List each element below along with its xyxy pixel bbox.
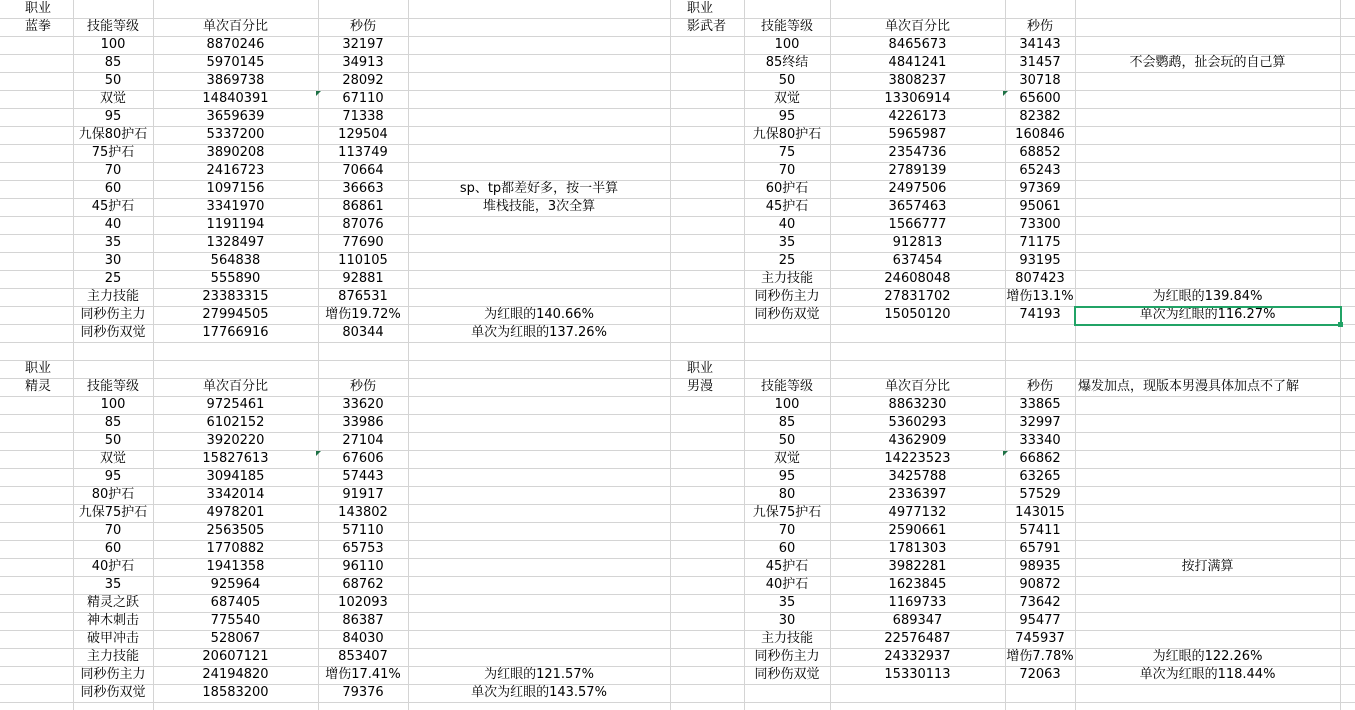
skill-level-cell[interactable]: 30 bbox=[104, 253, 122, 268]
single-pct-cell[interactable]: 1097156 bbox=[206, 181, 265, 196]
single-pct-cell[interactable]: 14840391 bbox=[202, 91, 269, 106]
skill-level-cell[interactable]: 45护石 bbox=[765, 559, 809, 574]
single-pct-cell[interactable]: 4362909 bbox=[888, 433, 947, 448]
skill-level-cell[interactable]: 80护石 bbox=[91, 487, 135, 502]
skill-level-cell[interactable]: 主力技能 bbox=[86, 289, 139, 304]
skill-level-cell[interactable]: 60 bbox=[104, 181, 122, 196]
skill-level-cell[interactable]: 40护石 bbox=[765, 577, 809, 592]
note-cell[interactable]: 为红眼的121.57% bbox=[484, 667, 594, 682]
single-pct-cell[interactable]: 687405 bbox=[210, 595, 261, 610]
dps-cell[interactable]: 86387 bbox=[342, 613, 384, 628]
single-pct-cell[interactable]: 3342014 bbox=[206, 487, 265, 502]
dps-cell[interactable]: 143015 bbox=[1015, 505, 1065, 520]
dps-cell[interactable]: 110105 bbox=[338, 253, 388, 268]
skill-level-cell[interactable]: 45护石 bbox=[91, 199, 135, 214]
skill-level-cell[interactable]: 双觉 bbox=[99, 91, 126, 106]
dps-cell[interactable]: 34143 bbox=[1019, 37, 1061, 52]
dps-cell[interactable]: 增伤7.78% bbox=[1006, 649, 1074, 664]
skill-level-cell[interactable]: 神木刺击 bbox=[86, 613, 139, 628]
dps-cell[interactable]: 57529 bbox=[1019, 487, 1061, 502]
skill-level-cell[interactable]: 同秒伤主力 bbox=[80, 667, 146, 682]
skill-level-cell[interactable]: 95 bbox=[104, 469, 122, 484]
single-pct-cell[interactable]: 27994505 bbox=[202, 307, 269, 322]
col-header-skill-level[interactable]: 技能等级 bbox=[760, 379, 813, 394]
single-pct-cell[interactable]: 1623845 bbox=[888, 577, 947, 592]
dps-cell[interactable]: 57411 bbox=[1019, 523, 1061, 538]
skill-level-cell[interactable]: 40护石 bbox=[91, 559, 135, 574]
note-cell[interactable]: 为红眼的140.66% bbox=[484, 307, 594, 322]
single-pct-cell[interactable]: 2590661 bbox=[888, 523, 947, 538]
dps-cell[interactable]: 66862 bbox=[1019, 451, 1061, 466]
skill-level-cell[interactable]: 精灵之跃 bbox=[86, 595, 139, 610]
single-pct-cell[interactable]: 2789139 bbox=[888, 163, 947, 178]
single-pct-cell[interactable]: 24332937 bbox=[884, 649, 951, 664]
dps-cell[interactable]: 32997 bbox=[1019, 415, 1061, 430]
col-header-dps[interactable]: 秒伤 bbox=[1026, 379, 1053, 394]
dps-cell[interactable]: 90872 bbox=[1019, 577, 1061, 592]
col-header-skill-level[interactable]: 技能等级 bbox=[86, 379, 139, 394]
dps-cell[interactable]: 32197 bbox=[342, 37, 384, 52]
dps-cell[interactable]: 33340 bbox=[1019, 433, 1061, 448]
skill-level-cell[interactable]: 同秒伤主力 bbox=[754, 649, 820, 664]
dps-cell[interactable]: 84030 bbox=[342, 631, 384, 646]
col-header-single-pct[interactable]: 单次百分比 bbox=[202, 379, 268, 394]
comment-indicator-icon bbox=[1003, 91, 1008, 96]
skill-level-cell[interactable]: 70 bbox=[778, 163, 796, 178]
skill-level-cell[interactable]: 85 bbox=[778, 415, 796, 430]
skill-level-cell[interactable]: 35 bbox=[104, 235, 122, 250]
dps-cell[interactable]: 74193 bbox=[1019, 307, 1061, 322]
note-cell[interactable]: 单次为红眼的118.44% bbox=[1139, 667, 1276, 682]
single-pct-cell[interactable]: 637454 bbox=[892, 253, 943, 268]
col-header-skill-level[interactable]: 技能等级 bbox=[86, 19, 139, 34]
skill-level-cell[interactable]: 45护石 bbox=[765, 199, 809, 214]
single-pct-cell[interactable]: 5360293 bbox=[888, 415, 947, 430]
dps-cell[interactable]: 82382 bbox=[1019, 109, 1061, 124]
single-pct-cell[interactable]: 4226173 bbox=[888, 109, 947, 124]
dps-cell[interactable]: 34913 bbox=[342, 55, 384, 70]
job-label[interactable]: 职业 bbox=[25, 1, 52, 16]
col-header-skill-level[interactable]: 技能等级 bbox=[760, 19, 813, 34]
skill-level-cell[interactable]: 九保75护石 bbox=[752, 505, 822, 520]
skill-level-cell[interactable]: 80 bbox=[778, 487, 796, 502]
single-pct-cell[interactable]: 2497506 bbox=[888, 181, 947, 196]
note-cell[interactable]: 堆栈技能，3次全算 bbox=[482, 199, 596, 214]
single-pct-cell[interactable]: 4977132 bbox=[888, 505, 947, 520]
class-name[interactable]: 蓝拳 bbox=[25, 19, 52, 34]
skill-level-cell[interactable]: 100 bbox=[100, 37, 126, 52]
dps-cell[interactable]: 97369 bbox=[1019, 181, 1061, 196]
single-pct-cell[interactable]: 2336397 bbox=[888, 487, 947, 502]
skill-level-cell[interactable]: 九保75护石 bbox=[78, 505, 148, 520]
single-pct-cell[interactable]: 18583200 bbox=[202, 685, 269, 700]
skill-level-cell[interactable]: 同秒伤双觉 bbox=[754, 667, 820, 682]
fill-handle[interactable] bbox=[1338, 322, 1343, 327]
dps-cell[interactable]: 增伤13.1% bbox=[1006, 289, 1074, 304]
skill-level-cell[interactable]: 双觉 bbox=[99, 451, 126, 466]
skill-level-cell[interactable]: 破甲冲击 bbox=[86, 631, 139, 646]
dps-cell[interactable]: 93195 bbox=[1019, 253, 1061, 268]
single-pct-cell[interactable]: 925964 bbox=[210, 577, 261, 592]
skill-level-cell[interactable]: 同秒伤双觉 bbox=[80, 325, 146, 340]
class-name[interactable]: 精灵 bbox=[25, 379, 52, 394]
selected-cell-outline bbox=[1074, 306, 1342, 326]
skill-level-cell[interactable]: 70 bbox=[104, 163, 122, 178]
col-header-dps[interactable]: 秒伤 bbox=[349, 379, 376, 394]
skill-level-cell[interactable]: 95 bbox=[104, 109, 122, 124]
skill-level-cell[interactable]: 60护石 bbox=[765, 181, 809, 196]
single-pct-cell[interactable]: 2563505 bbox=[206, 523, 265, 538]
skill-level-cell[interactable]: 35 bbox=[778, 235, 796, 250]
dps-cell[interactable]: 95061 bbox=[1019, 199, 1061, 214]
dps-cell[interactable]: 143802 bbox=[338, 505, 388, 520]
skill-level-cell[interactable]: 40 bbox=[778, 217, 796, 232]
single-pct-cell[interactable]: 1770882 bbox=[206, 541, 265, 556]
single-pct-cell[interactable]: 564838 bbox=[210, 253, 261, 268]
single-pct-cell[interactable]: 1781303 bbox=[888, 541, 947, 556]
dps-cell[interactable]: 96110 bbox=[342, 559, 384, 574]
single-pct-cell[interactable]: 3920220 bbox=[206, 433, 265, 448]
single-pct-cell[interactable]: 23383315 bbox=[202, 289, 269, 304]
col-header-dps[interactable]: 秒伤 bbox=[349, 19, 376, 34]
skill-level-cell[interactable]: 100 bbox=[774, 37, 800, 52]
col-header-single-pct[interactable]: 单次百分比 bbox=[884, 379, 950, 394]
skill-level-cell[interactable]: 九保80护石 bbox=[78, 127, 148, 142]
single-pct-cell[interactable]: 3657463 bbox=[888, 199, 947, 214]
single-pct-cell[interactable]: 3982281 bbox=[888, 559, 947, 574]
skill-level-cell[interactable]: 100 bbox=[774, 397, 800, 412]
dps-cell[interactable]: 33986 bbox=[342, 415, 384, 430]
single-pct-cell[interactable]: 15827613 bbox=[202, 451, 269, 466]
single-pct-cell[interactable]: 3341970 bbox=[206, 199, 265, 214]
single-pct-cell[interactable]: 4841241 bbox=[888, 55, 947, 70]
dps-cell[interactable]: 30718 bbox=[1019, 73, 1061, 88]
dps-cell[interactable]: 102093 bbox=[338, 595, 388, 610]
single-pct-cell[interactable]: 9725461 bbox=[206, 397, 265, 412]
dps-cell[interactable]: 129504 bbox=[338, 127, 388, 142]
single-pct-cell[interactable]: 27831702 bbox=[884, 289, 951, 304]
dps-cell[interactable]: 73642 bbox=[1019, 595, 1061, 610]
single-pct-cell[interactable]: 3094185 bbox=[206, 469, 265, 484]
skill-level-cell[interactable]: 同秒伤双觉 bbox=[80, 685, 146, 700]
comment-indicator-icon bbox=[1003, 451, 1008, 456]
dps-cell[interactable]: 86861 bbox=[342, 199, 384, 214]
single-pct-cell[interactable]: 912813 bbox=[892, 235, 943, 250]
dps-cell[interactable]: 68852 bbox=[1019, 145, 1061, 160]
skill-level-cell[interactable]: 同秒伤主力 bbox=[754, 289, 820, 304]
single-pct-cell[interactable]: 5965987 bbox=[888, 127, 947, 142]
col-header-single-pct[interactable]: 单次百分比 bbox=[202, 19, 268, 34]
single-pct-cell[interactable]: 1191194 bbox=[206, 217, 265, 232]
skill-level-cell[interactable]: 75护石 bbox=[91, 145, 135, 160]
single-pct-cell[interactable]: 13306914 bbox=[884, 91, 951, 106]
class-name[interactable]: 影武者 bbox=[687, 19, 727, 34]
skill-level-cell[interactable]: 35 bbox=[778, 595, 796, 610]
skill-level-cell[interactable]: 主力技能 bbox=[86, 649, 139, 664]
single-pct-cell[interactable]: 3659639 bbox=[206, 109, 265, 124]
dps-cell[interactable]: 65791 bbox=[1019, 541, 1061, 556]
skill-level-cell[interactable]: 85 bbox=[104, 415, 122, 430]
skill-level-cell[interactable]: 双觉 bbox=[773, 451, 800, 466]
skill-level-cell[interactable]: 同秒伤主力 bbox=[80, 307, 146, 322]
dps-cell[interactable]: 68762 bbox=[342, 577, 384, 592]
dps-cell[interactable]: 增伤17.41% bbox=[325, 667, 401, 682]
single-pct-cell[interactable]: 2416723 bbox=[206, 163, 265, 178]
dps-cell[interactable]: 65753 bbox=[342, 541, 384, 556]
dps-cell[interactable]: 80344 bbox=[342, 325, 384, 340]
dps-cell[interactable]: 71338 bbox=[342, 109, 384, 124]
dps-cell[interactable]: 65243 bbox=[1019, 163, 1061, 178]
dps-cell[interactable]: 33620 bbox=[342, 397, 384, 412]
single-pct-cell[interactable]: 1328497 bbox=[206, 235, 265, 250]
note-cell[interactable]: 为红眼的139.84% bbox=[1152, 289, 1263, 304]
note-cell[interactable]: 为红眼的122.26% bbox=[1152, 649, 1263, 664]
dps-cell[interactable]: 67110 bbox=[342, 91, 384, 106]
dps-cell[interactable]: 73300 bbox=[1019, 217, 1061, 232]
dps-cell[interactable]: 77690 bbox=[342, 235, 384, 250]
skill-level-cell[interactable]: 85 bbox=[104, 55, 122, 70]
dps-cell[interactable]: 70664 bbox=[342, 163, 384, 178]
note-cell[interactable]: 单次为红眼的116.27% bbox=[1139, 307, 1276, 322]
dps-cell[interactable]: 增伤19.72% bbox=[325, 307, 401, 322]
dps-cell[interactable]: 63265 bbox=[1019, 469, 1061, 484]
single-pct-cell[interactable]: 1566777 bbox=[888, 217, 947, 232]
comment-indicator-icon bbox=[316, 451, 321, 456]
single-pct-cell[interactable]: 2354736 bbox=[888, 145, 947, 160]
dps-cell[interactable]: 28092 bbox=[342, 73, 384, 88]
dps-cell[interactable]: 113749 bbox=[338, 145, 388, 160]
dps-cell[interactable]: 31457 bbox=[1019, 55, 1061, 70]
note-cell[interactable]: sp、tp都差好多，按一半算 bbox=[459, 181, 619, 196]
job-label[interactable]: 职业 bbox=[687, 361, 714, 376]
single-pct-cell[interactable]: 15050120 bbox=[884, 307, 951, 322]
skill-level-cell[interactable]: 50 bbox=[778, 433, 796, 448]
skill-level-cell[interactable]: 100 bbox=[100, 397, 126, 412]
skill-level-cell[interactable]: 40 bbox=[104, 217, 122, 232]
dps-cell[interactable]: 27104 bbox=[342, 433, 384, 448]
dps-cell[interactable]: 745937 bbox=[1015, 631, 1065, 646]
skill-level-cell[interactable]: 60 bbox=[778, 541, 796, 556]
single-pct-cell[interactable]: 3425788 bbox=[888, 469, 947, 484]
single-pct-cell[interactable]: 528067 bbox=[210, 631, 261, 646]
skill-level-cell[interactable]: 50 bbox=[778, 73, 796, 88]
skill-level-cell[interactable]: 25 bbox=[104, 271, 122, 286]
dps-cell[interactable]: 79376 bbox=[342, 685, 384, 700]
dps-cell[interactable]: 87076 bbox=[342, 217, 384, 232]
skill-level-cell[interactable]: 50 bbox=[104, 73, 122, 88]
job-label[interactable]: 职业 bbox=[687, 1, 714, 16]
dps-cell[interactable]: 853407 bbox=[338, 649, 388, 664]
skill-level-cell[interactable]: 50 bbox=[104, 433, 122, 448]
single-pct-cell[interactable]: 1169733 bbox=[888, 595, 947, 610]
skill-level-cell[interactable]: 同秒伤双觉 bbox=[754, 307, 820, 322]
single-pct-cell[interactable]: 5970145 bbox=[206, 55, 265, 70]
dps-cell[interactable]: 72063 bbox=[1019, 667, 1061, 682]
single-pct-cell[interactable]: 20607121 bbox=[202, 649, 269, 664]
single-pct-cell[interactable]: 3890208 bbox=[206, 145, 265, 160]
skill-level-cell[interactable]: 30 bbox=[778, 613, 796, 628]
note-cell[interactable]: 按打满算 bbox=[1181, 559, 1234, 574]
single-pct-cell[interactable]: 15330113 bbox=[884, 667, 951, 682]
dps-cell[interactable]: 36663 bbox=[342, 181, 384, 196]
col-header-single-pct[interactable]: 单次百分比 bbox=[884, 19, 950, 34]
dps-cell[interactable]: 91917 bbox=[342, 487, 384, 502]
skill-level-cell[interactable]: 70 bbox=[104, 523, 122, 538]
single-pct-cell[interactable]: 4978201 bbox=[206, 505, 265, 520]
single-pct-cell[interactable]: 8870246 bbox=[206, 37, 265, 52]
dps-cell[interactable]: 876531 bbox=[338, 289, 388, 304]
skill-level-cell[interactable]: 85终结 bbox=[765, 55, 809, 70]
skill-level-cell[interactable]: 25 bbox=[778, 253, 796, 268]
single-pct-cell[interactable]: 8863230 bbox=[888, 397, 947, 412]
single-pct-cell[interactable]: 3869738 bbox=[206, 73, 265, 88]
single-pct-cell[interactable]: 555890 bbox=[210, 271, 261, 286]
dps-cell[interactable]: 95477 bbox=[1019, 613, 1061, 628]
dps-cell[interactable]: 98935 bbox=[1019, 559, 1061, 574]
skill-level-cell[interactable]: 35 bbox=[104, 577, 122, 592]
dps-cell[interactable]: 33865 bbox=[1019, 397, 1061, 412]
skill-level-cell[interactable]: 九保80护石 bbox=[752, 127, 822, 142]
single-pct-cell[interactable]: 8465673 bbox=[888, 37, 947, 52]
note-cell[interactable]: 单次为红眼的143.57% bbox=[471, 685, 607, 700]
note-cell[interactable]: 单次为红眼的137.26% bbox=[471, 325, 607, 340]
single-pct-cell[interactable]: 17766916 bbox=[202, 325, 269, 340]
job-label[interactable]: 职业 bbox=[25, 361, 52, 376]
skill-level-cell[interactable]: 95 bbox=[778, 469, 796, 484]
skill-level-cell[interactable]: 95 bbox=[778, 109, 796, 124]
dps-cell[interactable]: 65600 bbox=[1019, 91, 1061, 106]
comment-indicator-icon bbox=[316, 91, 321, 96]
dps-cell[interactable]: 71175 bbox=[1019, 235, 1061, 250]
skill-level-cell[interactable]: 75 bbox=[778, 145, 796, 160]
single-pct-cell[interactable]: 775540 bbox=[210, 613, 261, 628]
single-pct-cell[interactable]: 689347 bbox=[892, 613, 943, 628]
single-pct-cell[interactable]: 5337200 bbox=[206, 127, 265, 142]
single-pct-cell[interactable]: 24194820 bbox=[202, 667, 269, 682]
skill-level-cell[interactable]: 70 bbox=[778, 523, 796, 538]
skill-level-cell[interactable]: 主力技能 bbox=[760, 631, 813, 646]
single-pct-cell[interactable]: 1941358 bbox=[206, 559, 265, 574]
header-note[interactable]: 爆发加点，现版本男漫具体加点不了解 bbox=[1078, 379, 1300, 394]
dps-cell[interactable]: 67606 bbox=[342, 451, 384, 466]
dps-cell[interactable]: 92881 bbox=[342, 271, 384, 286]
single-pct-cell[interactable]: 6102152 bbox=[206, 415, 265, 430]
single-pct-cell[interactable]: 3808237 bbox=[888, 73, 947, 88]
single-pct-cell[interactable]: 24608048 bbox=[884, 271, 951, 286]
skill-level-cell[interactable]: 主力技能 bbox=[760, 271, 813, 286]
class-name[interactable]: 男漫 bbox=[687, 379, 714, 394]
skill-level-cell[interactable]: 60 bbox=[104, 541, 122, 556]
single-pct-cell[interactable]: 14223523 bbox=[884, 451, 951, 466]
dps-cell[interactable]: 57443 bbox=[342, 469, 384, 484]
single-pct-cell[interactable]: 22576487 bbox=[884, 631, 951, 646]
dps-cell[interactable]: 57110 bbox=[342, 523, 384, 538]
dps-cell[interactable]: 160846 bbox=[1015, 127, 1065, 142]
dps-cell[interactable]: 807423 bbox=[1015, 271, 1065, 286]
note-cell[interactable]: 不会鹦鹉，扯会玩的自己算 bbox=[1129, 55, 1286, 70]
col-header-dps[interactable]: 秒伤 bbox=[1026, 19, 1053, 34]
skill-level-cell[interactable]: 双觉 bbox=[773, 91, 800, 106]
